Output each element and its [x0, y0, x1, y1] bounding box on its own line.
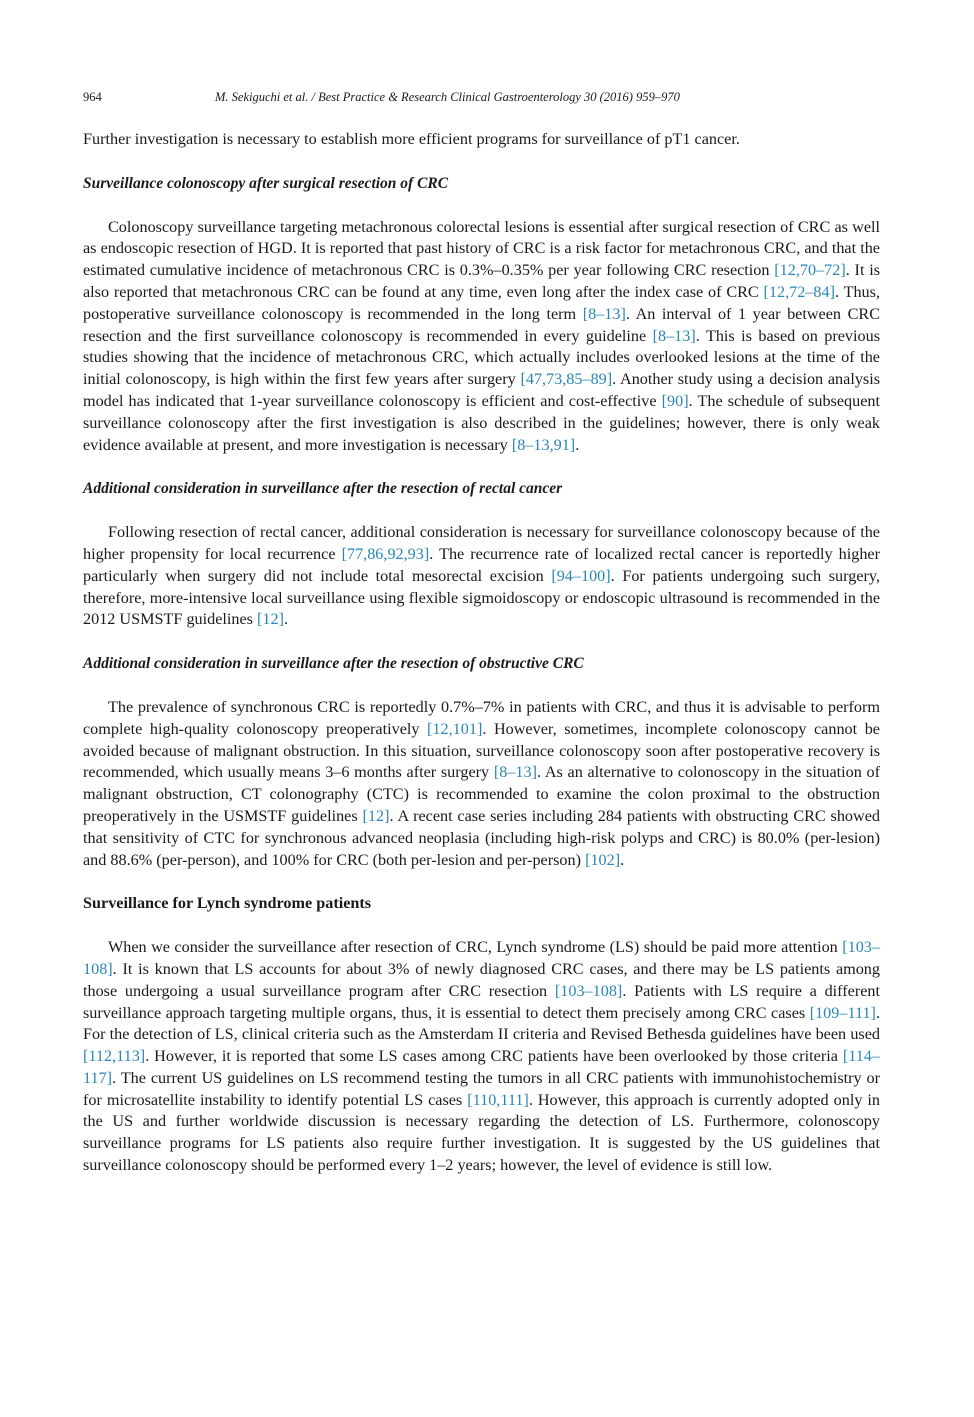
body-paragraph — [83, 697, 880, 871]
paragraph-text: . The recurrence rate of localized rectal cancer is reportedly higher particularly when surgery did not include total mesorectal excision — [83, 544, 881, 585]
body-paragraph — [83, 217, 880, 457]
paragraph-text: The prevalence of synchronous CRC is reportedly 0.7%–7% in patients with CRC, and thus it is advisable to perform complete high-quality colonoscopy preoperatively — [83, 697, 880, 738]
block-spacer — [83, 195, 880, 217]
paragraph-text: When we consider the surveillance after resection of CRC, Lynch syndrome (LS) should be paid more attention — [108, 938, 843, 957]
citation-link[interactable]: [102] — [585, 850, 621, 869]
subsection-heading: Additional consideration in surveillance after the resection of obstructive CRC — [83, 655, 584, 673]
citation-link[interactable]: [12,70–72] — [774, 261, 846, 280]
citation-link[interactable]: [77,86,92,93] — [341, 544, 430, 563]
body-paragraph — [83, 522, 880, 631]
citation-link[interactable]: [12,72–84] — [763, 282, 836, 301]
citation-link[interactable]: [103–108] — [554, 981, 623, 1000]
body-paragraph — [83, 937, 880, 1177]
citation-link[interactable]: [103–108] — [83, 938, 880, 978]
paragraph-text: . This is based on previous studies showing that the incidence of metachronous CRC, which actually includes overlooked lesions at the time of the initial colonoscopy, is high within the first few years after surgery — [83, 326, 881, 389]
citation-link[interactable]: [8–13] — [652, 326, 696, 345]
paragraph-text: Colonoscopy surveillance targeting metachronous colorectal lesions is essential after surgical resection of CRC as well as endoscopic resection of HGD. It is reported that past history of CRC is a risk factor for metachronous CRC, and that the estimated cumulative incidence of metachronous CRC is 0.3%–0.35% per year following CRC resection — [83, 217, 880, 280]
paragraph-text: . However, this approach is currently adopted only in the US and further worldwide discussion is necessary regarding the detection of LS. Furthermore, colonoscopy surveillance programs for LS patients also require further investigation. It is suggested by the US guidelines that surveillance colonoscopy should be performed every 1–2 years; however, the level of evidence is still low. — [83, 1090, 880, 1175]
body-paragraph — [83, 129, 880, 151]
citation-link[interactable]: [112,113] — [83, 1047, 146, 1066]
citation-link[interactable]: [114–117] — [83, 1047, 880, 1087]
paragraph-text: . — [284, 610, 289, 629]
paragraph-text: . It is known that LS accounts for about 3% of newly diagnosed CRC cases, and there may be LS patients among those undergoing a usual surveillance program after CRC resection — [83, 959, 880, 1000]
subsection-heading: Surveillance colonoscopy after surgical resection of CRC — [83, 174, 449, 192]
paragraph-text: . It is also reported that metachronous CRC can be found at any time, even long after the index case of CRC — [83, 261, 881, 301]
paragraph-text: Further investigation is necessary to establish more efficient programs for surveillance of pT1 cancer. — [83, 130, 740, 148]
article-page — [83, 90, 880, 1177]
citation-link[interactable]: [8–13] — [493, 763, 537, 782]
citation-link[interactable]: [94–100] — [551, 566, 611, 585]
citation-link[interactable]: [110,111] — [467, 1090, 529, 1109]
block-spacer — [83, 456, 880, 478]
block-spacer — [83, 500, 880, 522]
paragraph-text: . For the detection of LS, clinical criteria such as the Amsterdam II criteria and Revised Bethesda guidelines have been used — [83, 1003, 880, 1044]
block-spacer — [83, 915, 880, 937]
citation-link[interactable]: [47,73,85–89] — [520, 370, 613, 389]
citation-link[interactable]: [12,101] — [427, 719, 483, 738]
block-spacer — [83, 675, 880, 697]
citation-link[interactable]: [8–13] — [582, 304, 626, 323]
paragraph-text: . — [620, 850, 625, 869]
citation-link[interactable]: [12] — [362, 806, 390, 825]
page-number: 964 — [83, 90, 102, 104]
paragraph-text: . The current US guidelines on LS recommend testing the tumors in all CRC patients with immunohistochemistry or for microsatellite instability to identify potential LS cases — [83, 1068, 880, 1109]
paragraph-text: . However, sometimes, incomplete colonoscopy cannot be avoided because of malignant obstruction. In this situation, surveillance colonoscopy soon after postoperative recovery is recommended, which usually means 3–6 months after surgery — [83, 719, 880, 782]
paragraph-text: Following resection of rectal cancer, additional consideration is necessary for surveillance colonoscopy because of the higher propensity for local recurrence — [83, 523, 880, 563]
paragraph-text: . Thus, postoperative surveillance colonoscopy is recommended in the long term — [83, 282, 880, 323]
paragraph-text: . Another study using a decision analysis model has indicated that 1-year surveillance colonoscopy is efficient and cost-effective — [83, 370, 881, 410]
paragraph-text: . A recent case series including 284 patients with obstructing CRC showed that sensitivity of CTC for synchronous advanced neoplasia (including high-risk polyps and CRC) is 80.0% (per-lesion) and 88.6% (per-person), and 100% for CRC (both per-lesion and per-person) — [83, 806, 880, 869]
article-body — [83, 129, 880, 1177]
paragraph-text: . However, it is reported that some LS cases among CRC patients have been overlooked by those criteria — [145, 1047, 843, 1066]
section-heading: Surveillance for Lynch syndrome patients — [83, 894, 372, 913]
paragraph-text: . — [575, 435, 580, 454]
block-spacer — [83, 871, 880, 893]
running-head — [83, 90, 880, 110]
citation-link[interactable]: [90] — [661, 391, 689, 410]
paragraph-text: . As an alternative to colonoscopy in the situation of malignant obstruction, CT colonography (CTC) is recommended to examine the colon proximal to the obstruction preoperatively in the USMSTF guidelines — [83, 763, 880, 825]
journal-citation-line: M. Sekiguchi et al. / Best Practice & Research Clinical Gastroenterology 30 (2016) 959–970 — [215, 90, 680, 104]
block-spacer — [83, 151, 880, 173]
paragraph-text: . An interval of 1 year between CRC resection and the first surveillance colonoscopy is recommended in every guideline — [83, 304, 880, 345]
block-spacer — [83, 631, 880, 653]
citation-link[interactable]: [109–111] — [809, 1003, 876, 1022]
paragraph-text: . Patients with LS require a different surveillance approach targeting multiple organs, thus, it is essential to detect them precisely among CRC cases — [83, 981, 881, 1022]
paragraph-text: . The schedule of subsequent surveillance colonoscopy after the first investigation is also described in the guidelines; however, there is only weak evidence available at present, and more investigation is necessary — [83, 391, 880, 454]
subsection-heading: Additional consideration in surveillance after the resection of rectal cancer — [83, 480, 563, 498]
paragraph-text: . For patients undergoing such surgery, therefore, more-intensive local surveillance using flexible sigmoidoscopy or endoscopic ultrasound is recommended in the 2012 USMSTF guidelines — [83, 566, 880, 629]
citation-link[interactable]: [12] — [257, 610, 285, 629]
citation-link[interactable]: [8–13,91] — [511, 435, 576, 454]
